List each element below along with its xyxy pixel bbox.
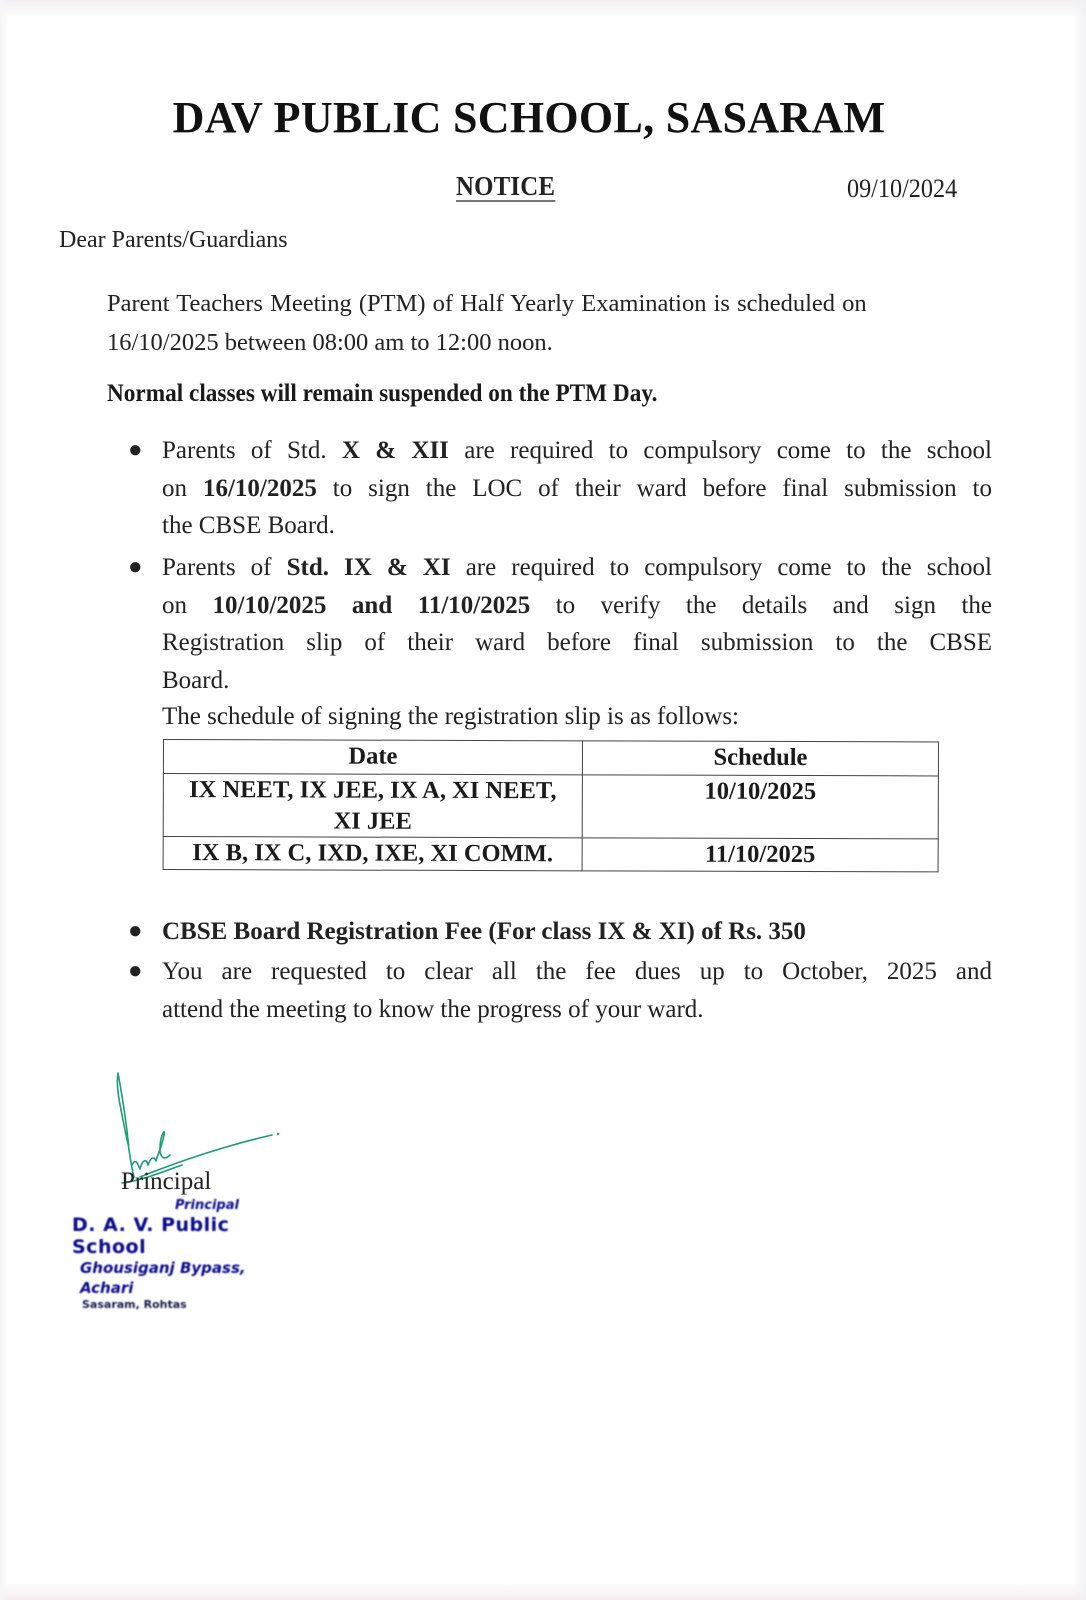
schedule-table bbox=[163, 739, 939, 872]
bullet-line bbox=[162, 587, 992, 625]
intro-line: Parent Teachers Meeting (PTM) of Half Yearly Examination is scheduled on bbox=[107, 290, 867, 317]
table-cell-date: 10/10/2025 bbox=[582, 775, 938, 839]
bullet-icon: ● bbox=[128, 437, 143, 463]
intro-paragraph bbox=[107, 284, 997, 362]
stamp-line: Ghousiganj Bypass, Achari bbox=[80, 1259, 246, 1297]
intro-line: 16/10/2025 between 08:00 am to 12:00 noon. bbox=[107, 329, 553, 356]
text-run: to verify the details and sign the bbox=[530, 591, 992, 619]
principal-label: Principal bbox=[121, 1168, 212, 1195]
page-edge-bottom bbox=[0, 1582, 1086, 1600]
text-run: on bbox=[162, 474, 203, 502]
column-header-date: Date bbox=[163, 740, 582, 775]
notice-date: 09/10/2024 bbox=[847, 174, 958, 203]
schedule-caption: The schedule of signing the registration slip is as follows: bbox=[162, 703, 739, 730]
table-row bbox=[163, 837, 938, 872]
principal-stamp bbox=[72, 1198, 302, 1312]
text-run-bold: 16/10/2025 bbox=[202, 474, 317, 502]
stamp-line: D. A. V. Public School bbox=[72, 1214, 230, 1258]
stamp-line: Sasaram, Rohtas bbox=[82, 1298, 187, 1311]
bullet-text bbox=[162, 432, 992, 545]
bullet-line bbox=[162, 549, 992, 587]
bullet-icon: ● bbox=[128, 554, 143, 580]
text-run: Parents of bbox=[162, 554, 287, 581]
table-header-row bbox=[163, 740, 938, 776]
column-header-schedule: Schedule bbox=[582, 741, 938, 776]
salutation: Dear Parents/Guardians bbox=[59, 227, 288, 253]
bullet-line bbox=[162, 432, 992, 470]
bullet-text bbox=[162, 549, 992, 699]
bullet-line: Registration slip of their ward before final submission to the CBSE bbox=[162, 629, 992, 656]
text-run-bold: Std. IX & XI bbox=[286, 554, 451, 581]
text-run-bold: 10/10/2025 and 11/10/2025 bbox=[212, 591, 531, 619]
text-run-bold: X & XII bbox=[341, 437, 449, 464]
text-run: are required to compulsory come to the school bbox=[450, 554, 992, 581]
text-run: to sign the LOC of their ward before final submission to bbox=[316, 474, 993, 502]
emphasis-statement: Normal classes will remain suspended on the PTM Day. bbox=[107, 380, 658, 407]
school-name-heading: DAV PUBLIC SCHOOL, SASARAM bbox=[172, 93, 886, 142]
text-run: on bbox=[162, 591, 213, 619]
bullet-text bbox=[162, 953, 992, 1028]
bullet-line: You are requested to clear all the fee dues up to October, 2025 and bbox=[162, 958, 992, 985]
cell-line: XI JEE bbox=[333, 807, 412, 835]
page-edge-top bbox=[0, 0, 1086, 18]
cell-line: IX NEET, IX JEE, IX A, XI NEET, bbox=[189, 776, 557, 805]
table-cell-date: 11/10/2025 bbox=[582, 838, 938, 872]
text-run: Parents of Std. bbox=[162, 437, 342, 464]
bullet-text bbox=[162, 913, 992, 951]
bullet-icon: ● bbox=[128, 918, 143, 944]
bullet-line: attend the meeting to know the progress of your ward. bbox=[162, 995, 704, 1023]
table-row bbox=[163, 774, 938, 839]
table-cell-classes: IX B, IX C, IXD, IXE, XI COMM. bbox=[163, 837, 582, 871]
table-cell-classes bbox=[163, 774, 582, 838]
bullet-line: Board. bbox=[162, 666, 230, 694]
bullet-line: CBSE Board Registration Fee (For class IX & XI) of Rs. 350 bbox=[162, 918, 806, 945]
text-run: are required to compulsory come to the school bbox=[448, 437, 992, 464]
page-edge-left bbox=[0, 0, 8, 1600]
stamp-line: Principal bbox=[175, 1198, 239, 1213]
page-edge-right bbox=[1072, 0, 1086, 1600]
bullet-line bbox=[162, 470, 992, 508]
notice-heading: NOTICE bbox=[456, 171, 556, 201]
bullet-icon: ● bbox=[128, 958, 143, 984]
bullet-line: the CBSE Board. bbox=[162, 512, 335, 539]
